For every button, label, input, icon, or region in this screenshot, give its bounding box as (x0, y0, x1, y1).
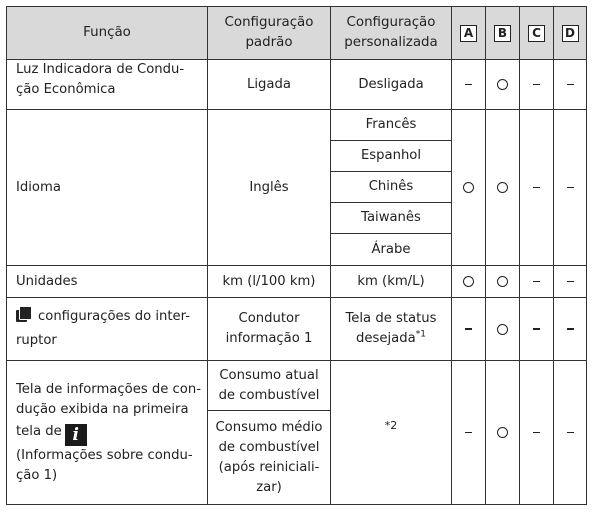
row-interruptor-pers-line2 (356, 329, 426, 349)
padrao-atual-line1: Consumo atual (219, 367, 319, 383)
header-col-b (486, 7, 519, 59)
row-unidades-padrao (208, 266, 330, 297)
row-idioma-c (520, 110, 553, 265)
row-tela-info-padrao-medio (208, 411, 330, 504)
row-idioma-funcao (7, 110, 207, 265)
row-eco-c (520, 60, 553, 109)
row-unidades-funcao-text: Unidades (16, 273, 78, 289)
row-eco-d (554, 60, 586, 109)
footnote-ref-1: *1 (415, 329, 426, 340)
row-eco-a (452, 60, 485, 109)
row-eco-padrao (208, 60, 330, 109)
footnote-ref-2: *2 (384, 419, 398, 432)
padrao-medio-line4: zar) (256, 479, 282, 495)
table-border-right (586, 6, 587, 505)
idioma-option-espanhol (331, 141, 451, 171)
header-funcao-text: Função (83, 25, 131, 40)
row-idioma-funcao-text: Idioma (16, 179, 61, 195)
row-tela-info-c (520, 361, 553, 504)
row-tela-info-funcao (7, 361, 207, 504)
padrao-atual-line2: de combustível (218, 387, 320, 403)
header-config-pers-line1: Configuração (346, 15, 436, 30)
row-interruptor-d (554, 298, 586, 360)
row-interruptor-b (486, 298, 519, 360)
idioma-option-taiwanes (331, 203, 451, 233)
row-eco-funcao-line1: Luz Indicadora de Condu- (16, 62, 185, 77)
row-tela-info-a (452, 361, 485, 504)
header-col-d (554, 7, 586, 59)
row-tela-info-line3 (16, 420, 87, 446)
row-unidades-personalizada (331, 266, 451, 297)
row-interruptor-funcao-line1 (16, 307, 190, 327)
idioma-option-arabe (331, 234, 451, 265)
idioma-option-text: Chinês (368, 179, 414, 194)
idioma-option-text: Espanhol (360, 148, 422, 163)
row-unidades-a (452, 266, 485, 297)
row-tela-info-line3-text: tela de (16, 423, 62, 439)
row-interruptor-pers-text: desejada (356, 331, 416, 346)
row-tela-info-personalizada (331, 361, 451, 491)
table-border-bottom (6, 504, 587, 505)
row-unidades-c (520, 266, 553, 297)
row-idioma-a (452, 110, 485, 265)
row-unidades-b (486, 266, 519, 297)
row-interruptor-padrao-line2: informação 1 (225, 331, 313, 346)
idioma-option-chines (331, 172, 451, 202)
row-interruptor-funcao-line2: ruptor (16, 333, 57, 348)
col-b-box: B (494, 25, 511, 42)
row-eco-personalizada-text: Desligada (358, 76, 424, 92)
row-interruptor-funcao (7, 298, 207, 360)
col-a-box: A (460, 25, 477, 42)
row-interruptor-c (520, 298, 553, 360)
col-d-box: D (562, 25, 579, 42)
row-tela-info-padrao-atual (208, 361, 330, 410)
header-config-padrao-line1: Configuração (224, 15, 314, 30)
idioma-option-text: Árabe (371, 241, 411, 257)
header-funcao (7, 7, 207, 59)
row-eco-funcao-line2: ção Econômica (16, 82, 116, 97)
row-eco-padrao-text: Ligada (247, 76, 291, 92)
row-idioma-b (486, 110, 519, 265)
row-tela-info-line5: ção 1) (16, 467, 58, 483)
header-config-padrao-line2: padrão (245, 35, 293, 50)
row-interruptor-padrao (208, 298, 330, 360)
row-interruptor-pers-line1: Tela de status (345, 311, 437, 326)
row-interruptor-padrao-line1: Condutor (238, 311, 300, 326)
row-eco-personalizada (331, 60, 451, 109)
row-interruptor-personalizada (331, 298, 451, 360)
row-unidades-padrao-text: km (l/100 km) (222, 273, 316, 289)
row-eco-b (486, 60, 519, 109)
padrao-medio-line3: (após reiniciali- (218, 459, 320, 475)
row-unidades-personalizada-text: km (km/L) (357, 273, 425, 289)
row-unidades-funcao (7, 266, 207, 297)
header-config-padrao (208, 7, 330, 59)
row-tela-info-line4: (Informações sobre condu- (16, 447, 193, 463)
col-c-box: C (528, 25, 545, 42)
row-eco-funcao (7, 60, 207, 109)
header-col-a (452, 7, 485, 59)
row-unidades-d (554, 266, 586, 297)
header-config-personalizada (331, 7, 451, 59)
row-idioma-padrao-text: Inglês (249, 179, 289, 195)
padrao-medio-line2: de combustível (218, 439, 320, 455)
header-config-pers-line2: personalizada (344, 35, 438, 50)
row-tela-info-d (554, 361, 586, 504)
row-tela-info-line1: Tela de informações de con- (16, 381, 201, 397)
row-idioma-d (554, 110, 586, 265)
row-tela-info-line2: dução exibida na primeira (16, 401, 189, 417)
row-interruptor-funcao-text: configurações do inter- (38, 309, 190, 324)
idioma-option-text: Taiwanês (361, 210, 421, 225)
row-idioma-padrao (208, 110, 330, 265)
header-col-c (520, 7, 553, 59)
info-i-icon: i (65, 424, 87, 446)
idioma-option-frances (331, 110, 451, 140)
idioma-option-text: Francês (365, 117, 417, 132)
padrao-medio-line1: Consumo médio (215, 419, 323, 435)
row-interruptor-a (452, 298, 485, 360)
row-tela-info-b (486, 361, 519, 504)
display-toggle-icon (16, 307, 32, 322)
